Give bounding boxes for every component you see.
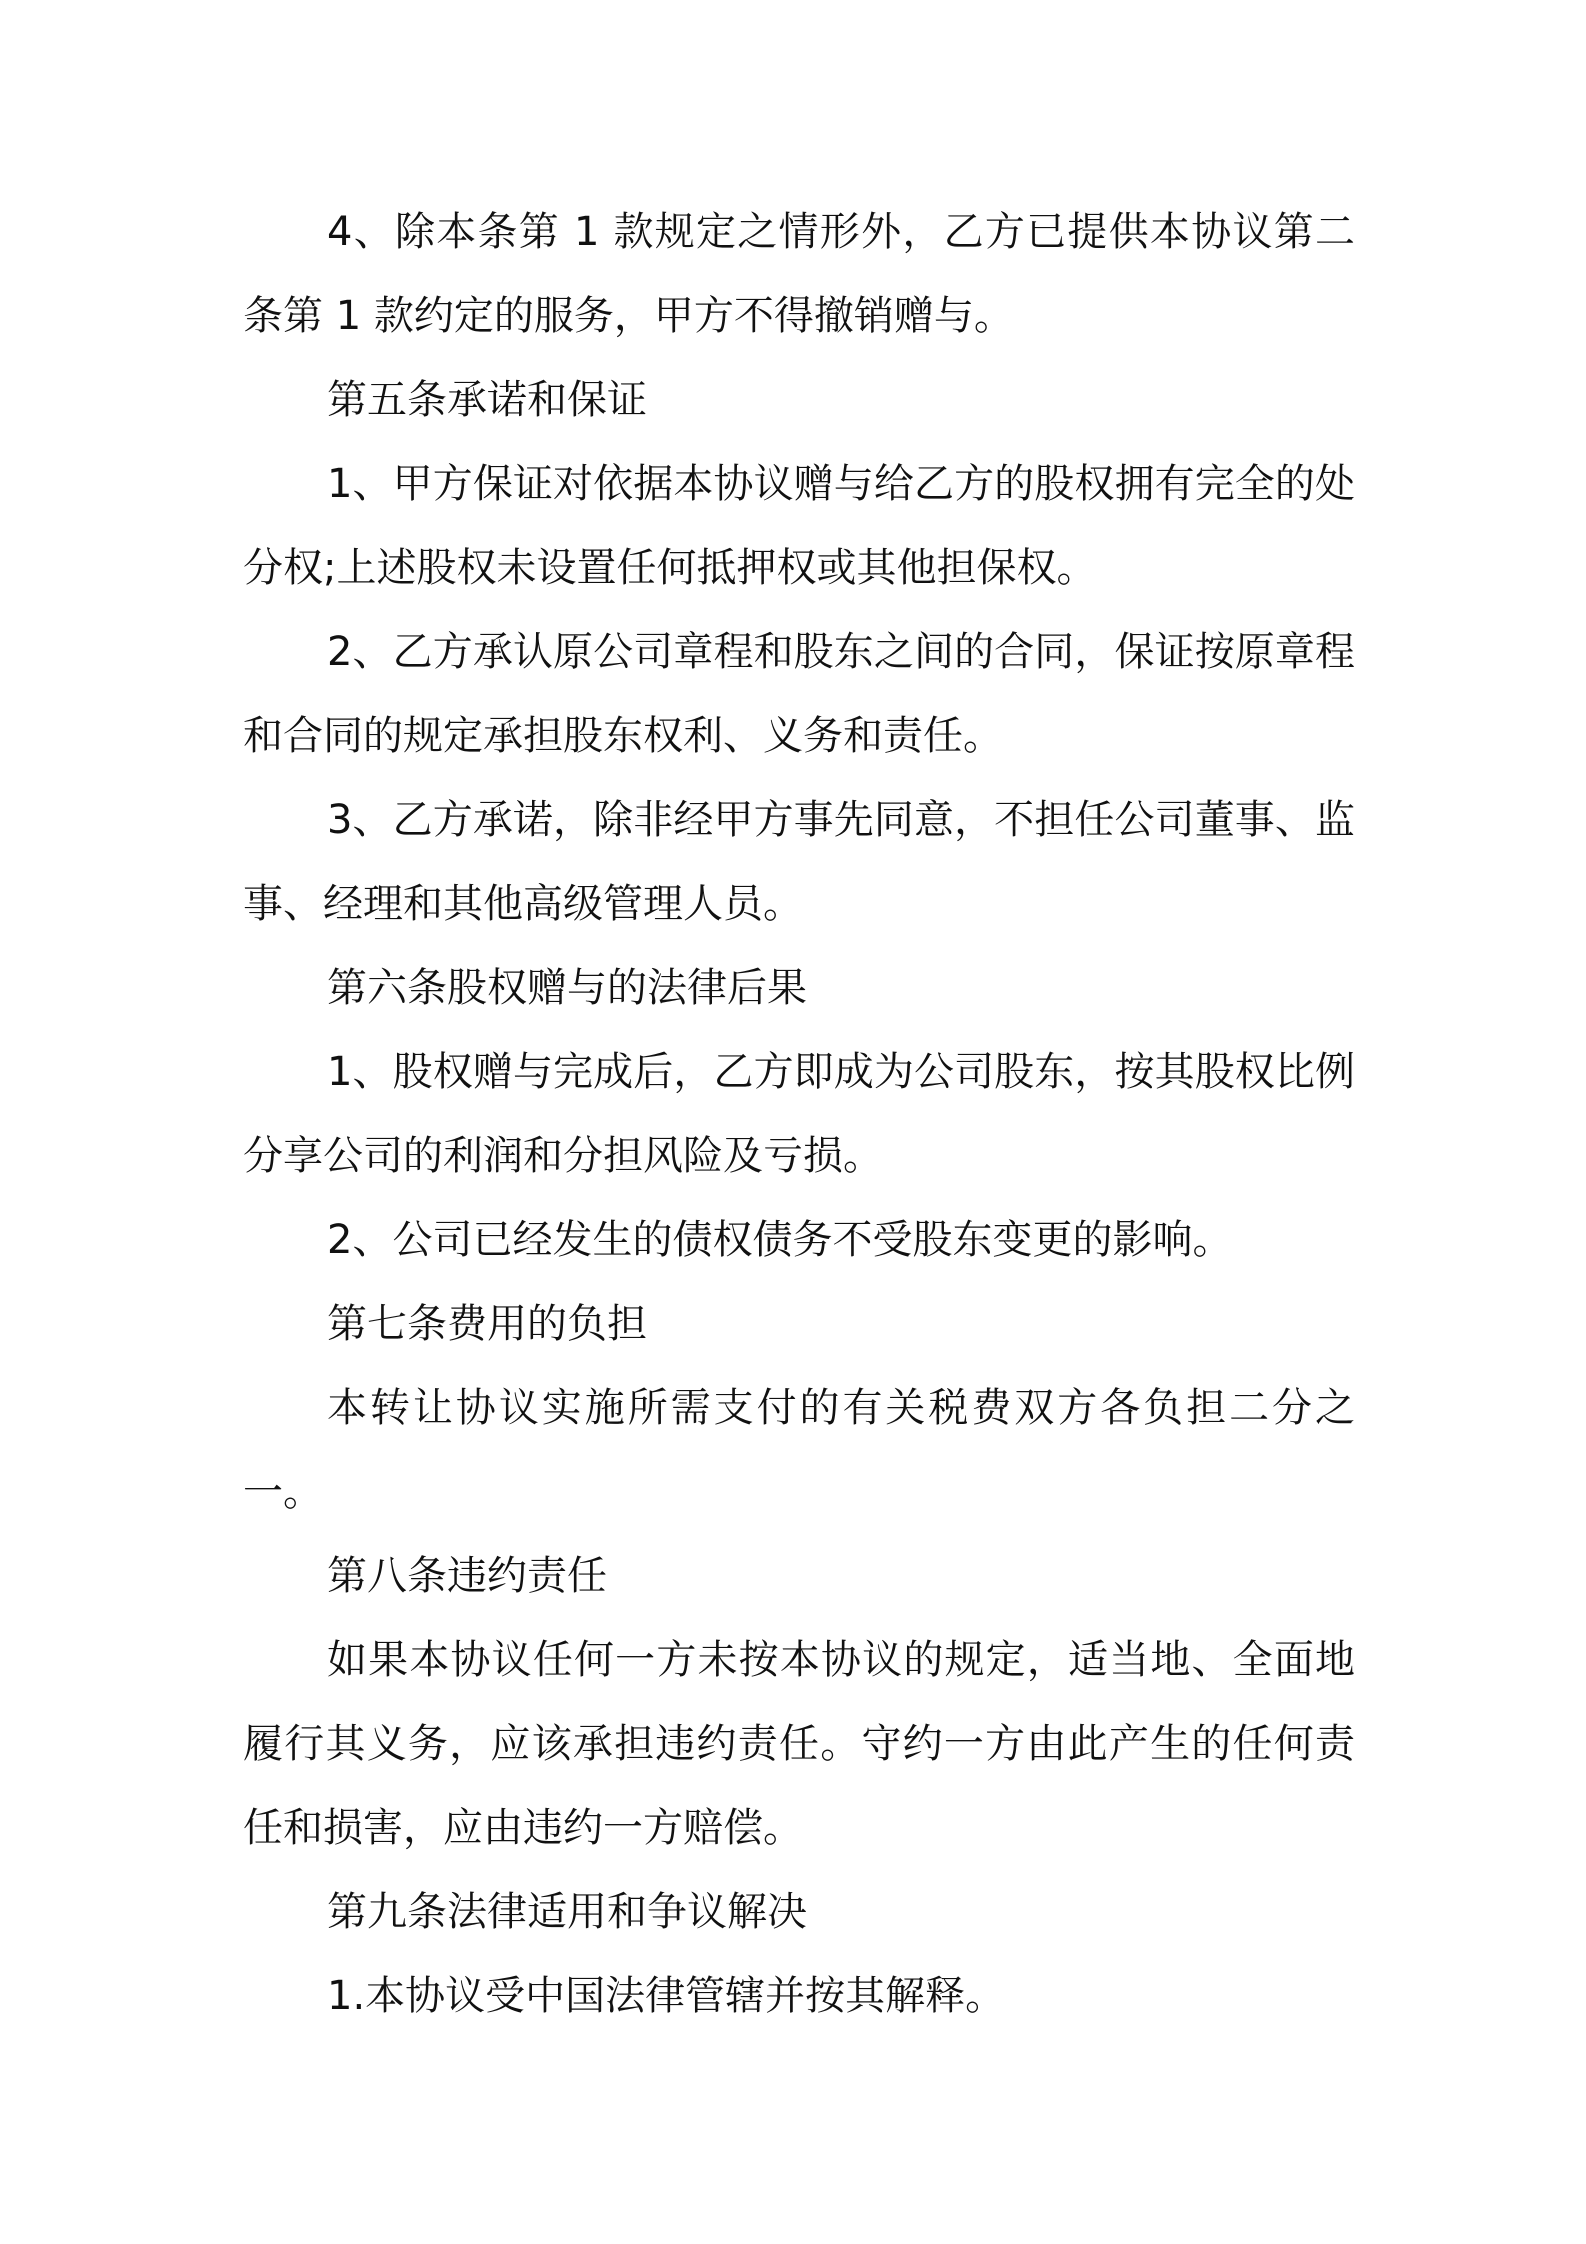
clause-paragraph-5-2: 2、乙方承认原公司章程和股东之间的合同，保证按原章程和合同的规定承担股东权利、义务和责任。 [243, 629, 1355, 759]
clause-paragraph-4-1: 4、除本条第 1 款规定之情形外，乙方已提供本协议第二条第 1 款约定的服务，甲方不得撤销赠与。 [243, 209, 1355, 339]
clause-paragraph-8-1: 如果本协议任何一方未按本协议的规定，适当地、全面地履行其义务，应该承担违约责任。守约一方由此产生的任何责任和损害，应由违约一方赔偿。 [243, 1637, 1355, 1851]
clause-paragraph-5-1: 1、甲方保证对依据本协议赠与给乙方的股权拥有完全的处分权;上述股权未设置任何抵押权或其他担保权。 [243, 461, 1355, 591]
article-8-heading: 第八条违约责任 [327, 1553, 607, 1599]
article-9-heading: 第九条法律适用和争议解决 [327, 1889, 807, 1935]
clause-paragraph-7-1: 本转让协议实施所需支付的有关税费双方各负担二分之一。 [243, 1385, 1355, 1515]
clause-paragraph-5-3: 3、乙方承诺，除非经甲方事先同意，不担任公司董事、监事、经理和其他高级管理人员。 [243, 797, 1355, 927]
article-5-heading: 第五条承诺和保证 [327, 377, 647, 423]
clause-paragraph-9-1: 1.本协议受中国法律管辖并按其解释。 [327, 1973, 1006, 2019]
document-body [243, 190, 1355, 2038]
article-7-heading: 第七条费用的负担 [327, 1301, 647, 1347]
article-6-heading: 第六条股权赠与的法律后果 [327, 965, 807, 1011]
clause-paragraph-6-2: 2、公司已经发生的债权债务不受股东变更的影响。 [327, 1217, 1233, 1263]
clause-paragraph-6-1: 1、股权赠与完成后，乙方即成为公司股东，按其股权比例分享公司的利润和分担风险及亏损。 [243, 1049, 1355, 1179]
